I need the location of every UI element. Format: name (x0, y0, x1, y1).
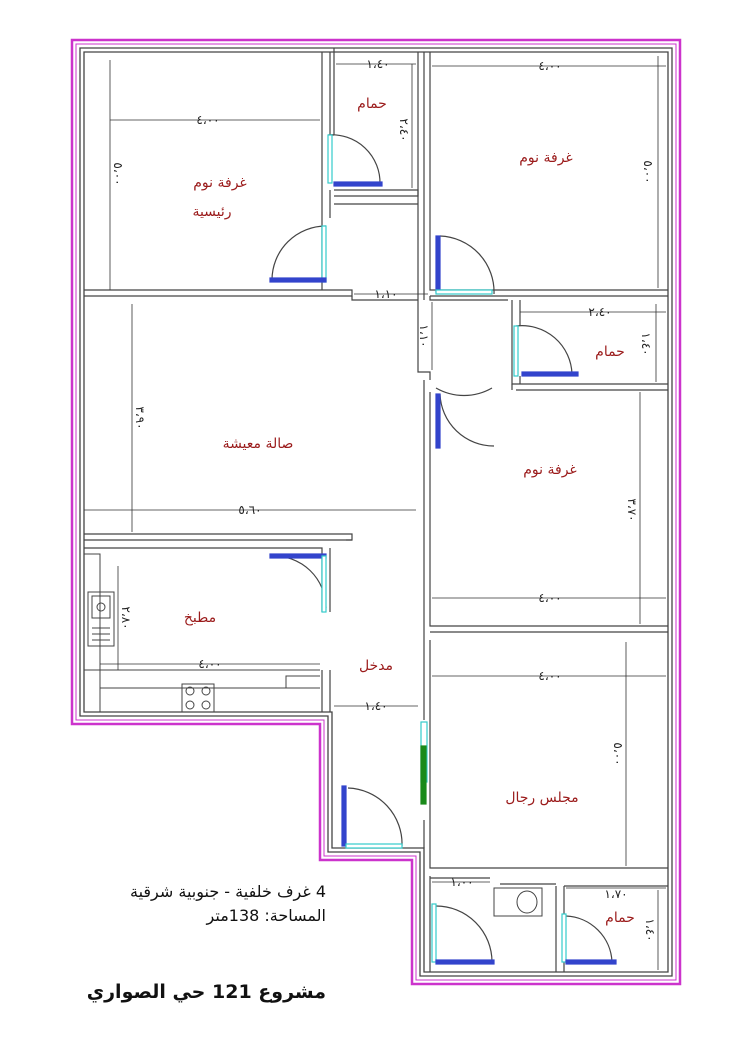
dim-bedroom-mid-width: ٤،٠٠ (538, 591, 562, 605)
room-label-bedroom-mid: غرفة نوم (523, 462, 577, 478)
dim-small-width: ١،٠٠ (450, 875, 474, 889)
dim-bath-top-width: ١،٤٠ (366, 57, 390, 71)
room-label-living-hall: صالة معيشة (222, 436, 294, 452)
dim-bedroom-top-width: ٤،٠٠ (538, 59, 562, 73)
dim-living-height: ٣،٩٠ (133, 406, 147, 430)
dim-bedroom-mid-height: ٣،٧٠ (625, 498, 639, 522)
dim-bath-top-height: ٢،٤٠ (397, 118, 411, 142)
dim-majlis-height: ٥،٠٠ (611, 742, 625, 766)
outer-walls (80, 48, 672, 976)
dim-bath-bottom-width: ١،٧٠ (604, 887, 628, 901)
dim-master-width: ٤،٠٠ (196, 113, 220, 127)
dim-entrance-width: ١،٤٠ (364, 699, 388, 713)
room-label-bathroom-bottom: حمام (605, 910, 635, 926)
dim-bedroom-top-height: ٥،٠٠ (641, 160, 655, 184)
dim-living-width: ٥،٦٠ (238, 503, 262, 517)
plan-description: 4 غرف خلفية - جنوبية شرقية (130, 882, 326, 901)
dim-kitchen-width: ٤،٠٠ (198, 657, 222, 671)
dim-bath-mid-height: ١،٤٠ (639, 332, 653, 356)
room-label-entrance: مدخل (358, 658, 394, 674)
dim-master-height: ٥،٠٠ (111, 162, 125, 186)
plan-area: المساحة: 138متر (206, 906, 326, 925)
room-label-bathroom-mid: حمام (595, 344, 625, 360)
kitchen-counters (84, 554, 542, 916)
dim-majlis-width: ٤،٠٠ (538, 669, 562, 683)
room-label-majlis: مجلس رجال (505, 790, 579, 806)
room-label-bathroom-top: حمام (357, 96, 387, 112)
room-label-master-bedroom: غرفة نوم (193, 175, 247, 191)
project-title: مشروع 121 حي الصواري (86, 981, 326, 1003)
room-label-master-bedroom-suffix: رئيسية (192, 204, 232, 220)
dim-corridor-height: ١،١٠ (417, 324, 431, 348)
dim-bath-bottom-height: ١،٤٠ (643, 918, 657, 942)
dimension-lines (84, 56, 666, 970)
room-label-bedroom-top: غرفة نوم (519, 150, 573, 166)
room-label-kitchen: مطبخ (183, 610, 217, 626)
dim-corridor-width: ١،١٠ (374, 287, 398, 301)
dim-kitchen-height: ٢،٨٠ (119, 606, 133, 630)
dim-bath-mid-width: ٢،٤٠ (588, 305, 612, 319)
